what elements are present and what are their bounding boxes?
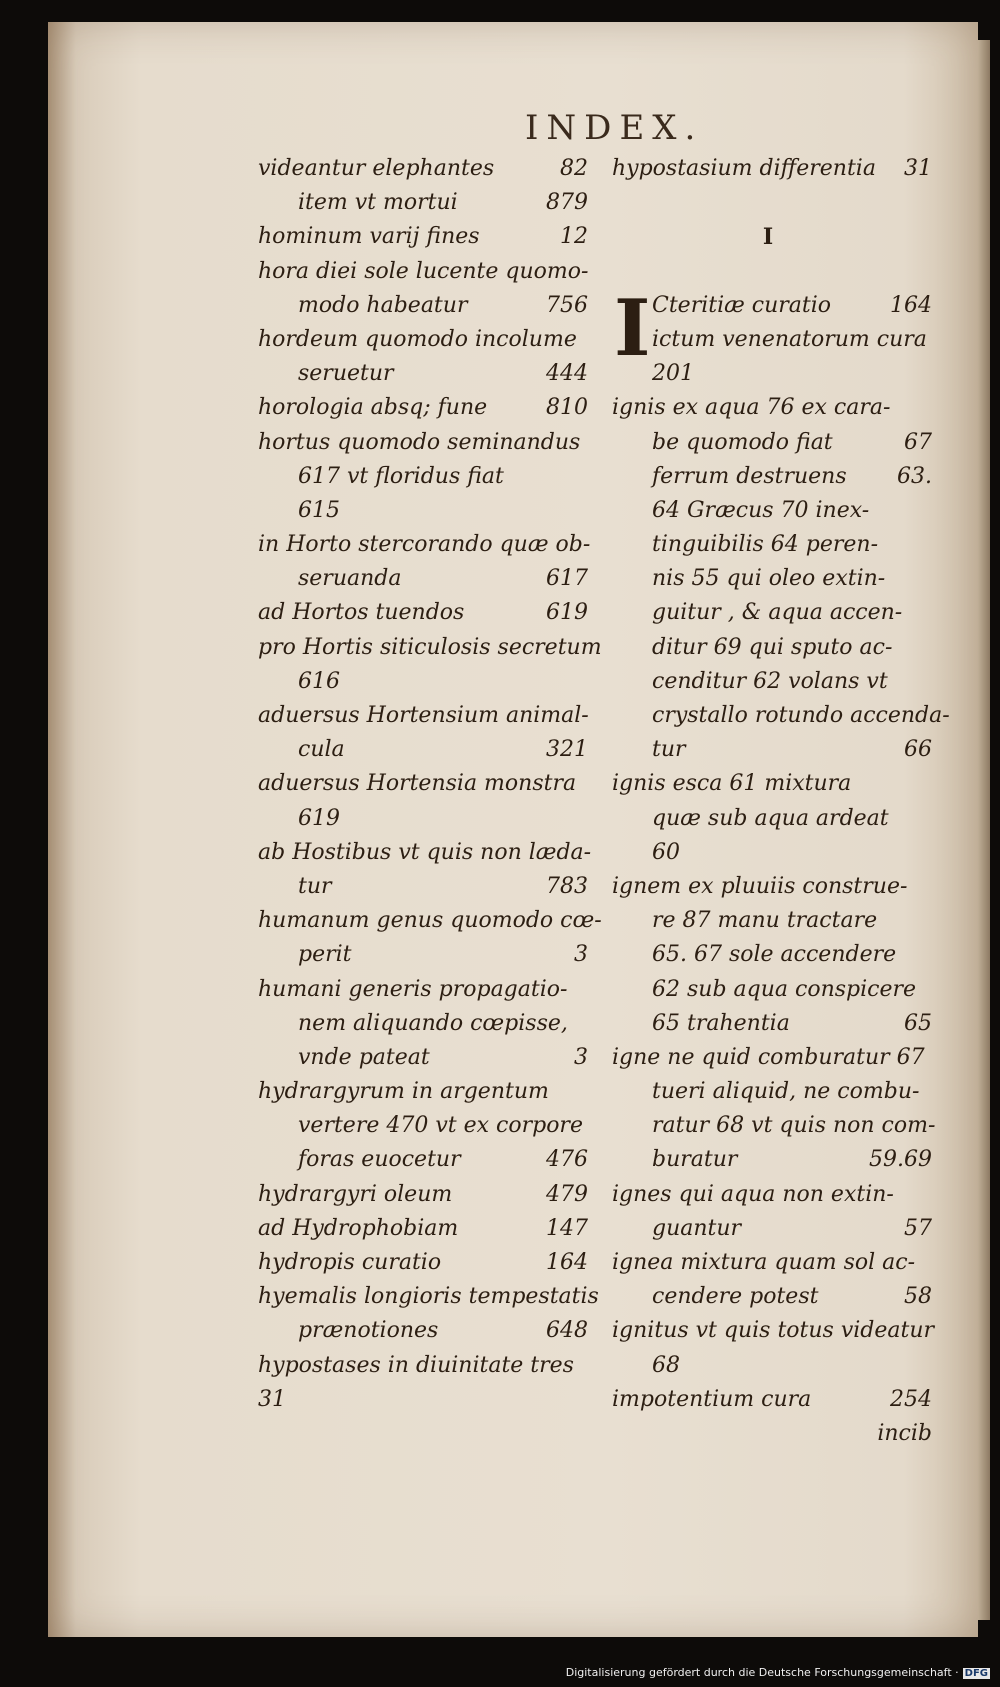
entry-page-number: 65 bbox=[904, 1010, 932, 1036]
index-entry bbox=[258, 562, 588, 596]
index-entry bbox=[612, 1007, 932, 1041]
entry-text: hora diei sole lucente quomo- bbox=[258, 258, 589, 284]
entry-text: seruetur bbox=[298, 361, 394, 387]
index-entry bbox=[258, 1041, 588, 1075]
index-entry bbox=[612, 733, 932, 767]
index-entry bbox=[258, 391, 588, 425]
index-entry bbox=[258, 596, 588, 630]
index-entry bbox=[612, 391, 932, 425]
entry-text: ab Hostibus vt quis non læda- bbox=[258, 839, 592, 865]
entry-page-number: 164 bbox=[546, 1250, 588, 1275]
index-entry bbox=[258, 1007, 588, 1041]
entry-page-number: 63. bbox=[897, 463, 932, 489]
index-entry bbox=[258, 289, 588, 323]
index-entry bbox=[612, 460, 932, 494]
entry-page-number: 67 bbox=[904, 429, 932, 455]
index-entry bbox=[612, 1314, 935, 1348]
entry-page-number: 879 bbox=[546, 190, 588, 216]
index-entry bbox=[612, 528, 932, 562]
footer-text: Digitalisierung gefördert durch die Deutsche Forschungsgemeinschaft · bbox=[565, 1666, 959, 1679]
index-entry bbox=[612, 494, 932, 528]
entry-page-number: 619 bbox=[546, 600, 588, 626]
index-entry bbox=[612, 870, 932, 904]
entry-text: vertere 470 vt ex corpore bbox=[298, 1113, 583, 1139]
index-entry bbox=[258, 767, 588, 801]
entry-text: guitur , & aqua accen- bbox=[652, 600, 903, 626]
index-entry bbox=[612, 562, 932, 596]
entry-text: pro Hortis siticulosis secretum bbox=[258, 634, 602, 660]
entry-page-number: 147 bbox=[546, 1215, 588, 1241]
index-entry bbox=[612, 323, 932, 357]
index-entry bbox=[258, 1349, 588, 1383]
entry-page-number: 59.69 bbox=[869, 1147, 932, 1173]
entry-text: humani generis propagatio- bbox=[258, 976, 568, 1002]
drop-cap: I bbox=[614, 283, 651, 374]
index-entry bbox=[258, 802, 588, 836]
entry-text: be quomodo fiat bbox=[652, 429, 833, 455]
entry-text: ferrum destruens bbox=[652, 463, 847, 489]
index-entry bbox=[612, 289, 932, 323]
entry-text: 64 Græcus 70 inex- bbox=[652, 497, 870, 523]
entry-text: hydrargyrum in argentum bbox=[258, 1079, 549, 1105]
entry-text: tur bbox=[652, 737, 686, 763]
entry-page-number: 617 bbox=[546, 566, 588, 592]
entry-page-number: 57 bbox=[904, 1215, 932, 1241]
index-entry bbox=[612, 1383, 932, 1417]
index-column-right bbox=[612, 152, 950, 1451]
footer-credit bbox=[566, 1666, 990, 1679]
index-entry bbox=[612, 1178, 932, 1212]
index-entry bbox=[258, 1314, 588, 1348]
entry-text: ad Hortos tuendos bbox=[258, 600, 465, 626]
index-entry bbox=[258, 665, 588, 699]
index-entry bbox=[612, 631, 932, 665]
entry-page-number: incib bbox=[877, 1420, 932, 1446]
entry-text: seruanda bbox=[298, 566, 402, 592]
index-entry bbox=[612, 1246, 932, 1280]
entry-text: ictum venenatorum cura bbox=[652, 326, 927, 352]
index-column-left bbox=[258, 152, 602, 1417]
entry-text: modo habeatur bbox=[298, 292, 468, 318]
entry-text: horologia absq; fune bbox=[258, 395, 488, 421]
entry-page-number: 12 bbox=[560, 224, 588, 250]
index-entry bbox=[612, 152, 932, 186]
entry-text: 616 bbox=[298, 668, 340, 694]
index-entry bbox=[258, 494, 588, 528]
index-entry bbox=[258, 904, 602, 938]
entry-text: 68 bbox=[652, 1352, 680, 1378]
index-entry bbox=[258, 733, 588, 767]
index-entry bbox=[258, 1143, 588, 1177]
index-entry bbox=[258, 528, 591, 562]
index-entry bbox=[612, 699, 950, 733]
index-entry bbox=[258, 1075, 588, 1109]
entry-text: videantur elephantes bbox=[258, 156, 495, 181]
entry-page-number: 66 bbox=[904, 737, 932, 763]
entry-text: ignea mixtura quam sol ac- bbox=[612, 1250, 916, 1275]
entry-text: aduersus Hortensium animal- bbox=[258, 703, 589, 728]
entry-text: impotentium cura bbox=[612, 1386, 812, 1412]
entry-text: buratur bbox=[652, 1147, 738, 1173]
index-entry bbox=[612, 1280, 932, 1314]
entry-text: 65. 67 sole accendere bbox=[652, 942, 897, 968]
entry-page-number: 254 bbox=[890, 1386, 932, 1412]
entry-text: prænotiones bbox=[298, 1318, 439, 1344]
entry-text: hypostasium differentia bbox=[612, 156, 876, 181]
index-entry bbox=[258, 631, 602, 665]
entry-text: 201 bbox=[652, 361, 694, 387]
entry-text: hydrargyri oleum bbox=[258, 1181, 453, 1207]
index-entry bbox=[258, 186, 588, 220]
entry-text: cenditur 62 volans vt bbox=[652, 668, 888, 694]
index-entry bbox=[258, 426, 588, 460]
entry-text: igne ne quid comburatur 67 bbox=[612, 1044, 925, 1070]
index-entry bbox=[258, 1109, 588, 1143]
entry-page-number: 756 bbox=[546, 292, 588, 318]
entry-text: ignem ex pluuiis construe- bbox=[612, 873, 908, 899]
index-entry bbox=[258, 1280, 599, 1314]
entry-text: tueri aliquid, ne combu- bbox=[652, 1079, 920, 1105]
entry-text: ignitus vt quis totus videatur bbox=[612, 1318, 935, 1344]
index-entry bbox=[612, 1349, 932, 1383]
entry-page-number: 444 bbox=[546, 361, 588, 387]
index-entry bbox=[612, 938, 932, 972]
entry-text: cendere potest bbox=[652, 1284, 819, 1310]
index-entry bbox=[258, 152, 588, 186]
entry-text: vnde pateat bbox=[298, 1044, 430, 1070]
index-entry bbox=[612, 220, 932, 254]
index-entry bbox=[258, 973, 588, 1007]
index-entry bbox=[612, 186, 932, 220]
index-entry bbox=[258, 323, 588, 357]
entry-text: foras euocetur bbox=[298, 1147, 461, 1173]
entry-text: hordeum quomodo incolume bbox=[258, 326, 577, 352]
entry-text: hortus quomodo seminandus bbox=[258, 429, 581, 455]
index-entry bbox=[612, 973, 932, 1007]
entry-text: guantur bbox=[652, 1215, 742, 1241]
index-entry bbox=[612, 1109, 936, 1143]
index-entry bbox=[612, 836, 932, 870]
entry-text: crystallo rotundo accenda- bbox=[652, 703, 950, 728]
entry-text: ignis ex aqua 76 ex cara- bbox=[612, 395, 891, 421]
entry-text: ignes qui aqua non extin- bbox=[612, 1181, 894, 1207]
entry-text: aduersus Hortensia monstra bbox=[258, 771, 577, 797]
index-entry bbox=[612, 1143, 932, 1177]
index-entry bbox=[258, 699, 588, 733]
index-entry bbox=[258, 255, 588, 289]
entry-text: 62 sub aqua conspicere bbox=[652, 976, 917, 1002]
index-entry bbox=[612, 255, 932, 289]
entry-text: hyemalis longioris tempestatis bbox=[258, 1284, 599, 1310]
entry-text: in Horto stercorando quæ ob- bbox=[258, 532, 591, 558]
index-entry bbox=[612, 1075, 932, 1109]
entry-page-number: 82 bbox=[560, 156, 588, 181]
entry-page-number: 164 bbox=[890, 292, 932, 318]
entry-page-number: 479 bbox=[546, 1181, 588, 1207]
page-edge bbox=[978, 40, 990, 1620]
index-entry bbox=[612, 802, 932, 836]
entry-text: tur bbox=[298, 873, 332, 899]
entry-text: cula bbox=[298, 737, 345, 763]
entry-page-number: 58 bbox=[904, 1284, 932, 1310]
index-entry bbox=[612, 1212, 932, 1246]
entry-text: tinguibilis 64 peren- bbox=[652, 532, 879, 558]
index-entry bbox=[612, 1041, 932, 1075]
entry-text: I bbox=[762, 224, 774, 251]
entry-page-number: 648 bbox=[546, 1318, 588, 1344]
index-entry bbox=[258, 836, 592, 870]
index-entry bbox=[258, 1383, 588, 1417]
index-entry bbox=[612, 596, 932, 630]
dfg-logo: DFG bbox=[964, 1668, 988, 1679]
entry-text: nis 55 qui oleo extin- bbox=[652, 566, 886, 592]
index-entry bbox=[612, 1417, 932, 1451]
entry-text: 619 bbox=[298, 805, 340, 831]
index-entry bbox=[258, 460, 588, 494]
index-entry bbox=[258, 1178, 588, 1212]
entry-text: nem aliquando cœpisse, bbox=[298, 1010, 568, 1036]
index-entry bbox=[258, 1246, 588, 1280]
entry-text: hominum varij fines bbox=[258, 224, 480, 250]
index-entry bbox=[258, 220, 588, 254]
entry-page-number: 31 bbox=[904, 156, 932, 181]
entry-text: 60 bbox=[652, 839, 680, 865]
entry-text: Cteritiæ curatio bbox=[652, 292, 832, 318]
entry-text: 65 trahentia bbox=[652, 1010, 790, 1036]
index-entry bbox=[258, 1212, 588, 1246]
entry-page-number: 3 bbox=[574, 1044, 588, 1070]
entry-text: hypostases in diuinitate tres bbox=[258, 1352, 574, 1378]
index-entry bbox=[612, 767, 932, 801]
index-entry bbox=[258, 938, 588, 972]
index-entry bbox=[258, 870, 588, 904]
index-entry bbox=[612, 426, 932, 460]
entry-text: 617 vt floridus fiat bbox=[298, 463, 504, 489]
entry-page-number: 783 bbox=[546, 873, 588, 899]
entry-text: ratur 68 vt quis non com- bbox=[652, 1113, 936, 1139]
index-entry bbox=[258, 357, 588, 391]
entry-text: ad Hydrophobiam bbox=[258, 1215, 459, 1241]
page-header: INDEX. bbox=[525, 108, 704, 148]
entry-text: perit bbox=[298, 942, 352, 968]
index-entry bbox=[612, 357, 932, 391]
entry-text: quæ sub aqua ardeat bbox=[652, 805, 889, 831]
entry-page-number: 476 bbox=[546, 1147, 588, 1173]
entry-page-number: 3 bbox=[574, 942, 588, 968]
entry-text: ditur 69 qui sputo ac- bbox=[652, 634, 893, 660]
entry-text: item vt mortui bbox=[298, 190, 458, 216]
entry-text: 31 bbox=[258, 1386, 286, 1412]
entry-text: humanum genus quomodo cœ- bbox=[258, 908, 602, 934]
entry-text: ignis esca 61 mixtura bbox=[612, 771, 852, 797]
entry-page-number: 810 bbox=[546, 395, 588, 421]
entry-page-number: 321 bbox=[546, 737, 588, 763]
entry-text: hydropis curatio bbox=[258, 1250, 442, 1275]
index-entry bbox=[612, 665, 932, 699]
entry-text: re 87 manu tractare bbox=[652, 908, 878, 934]
index-entry bbox=[612, 904, 932, 938]
entry-text: 615 bbox=[298, 497, 340, 523]
